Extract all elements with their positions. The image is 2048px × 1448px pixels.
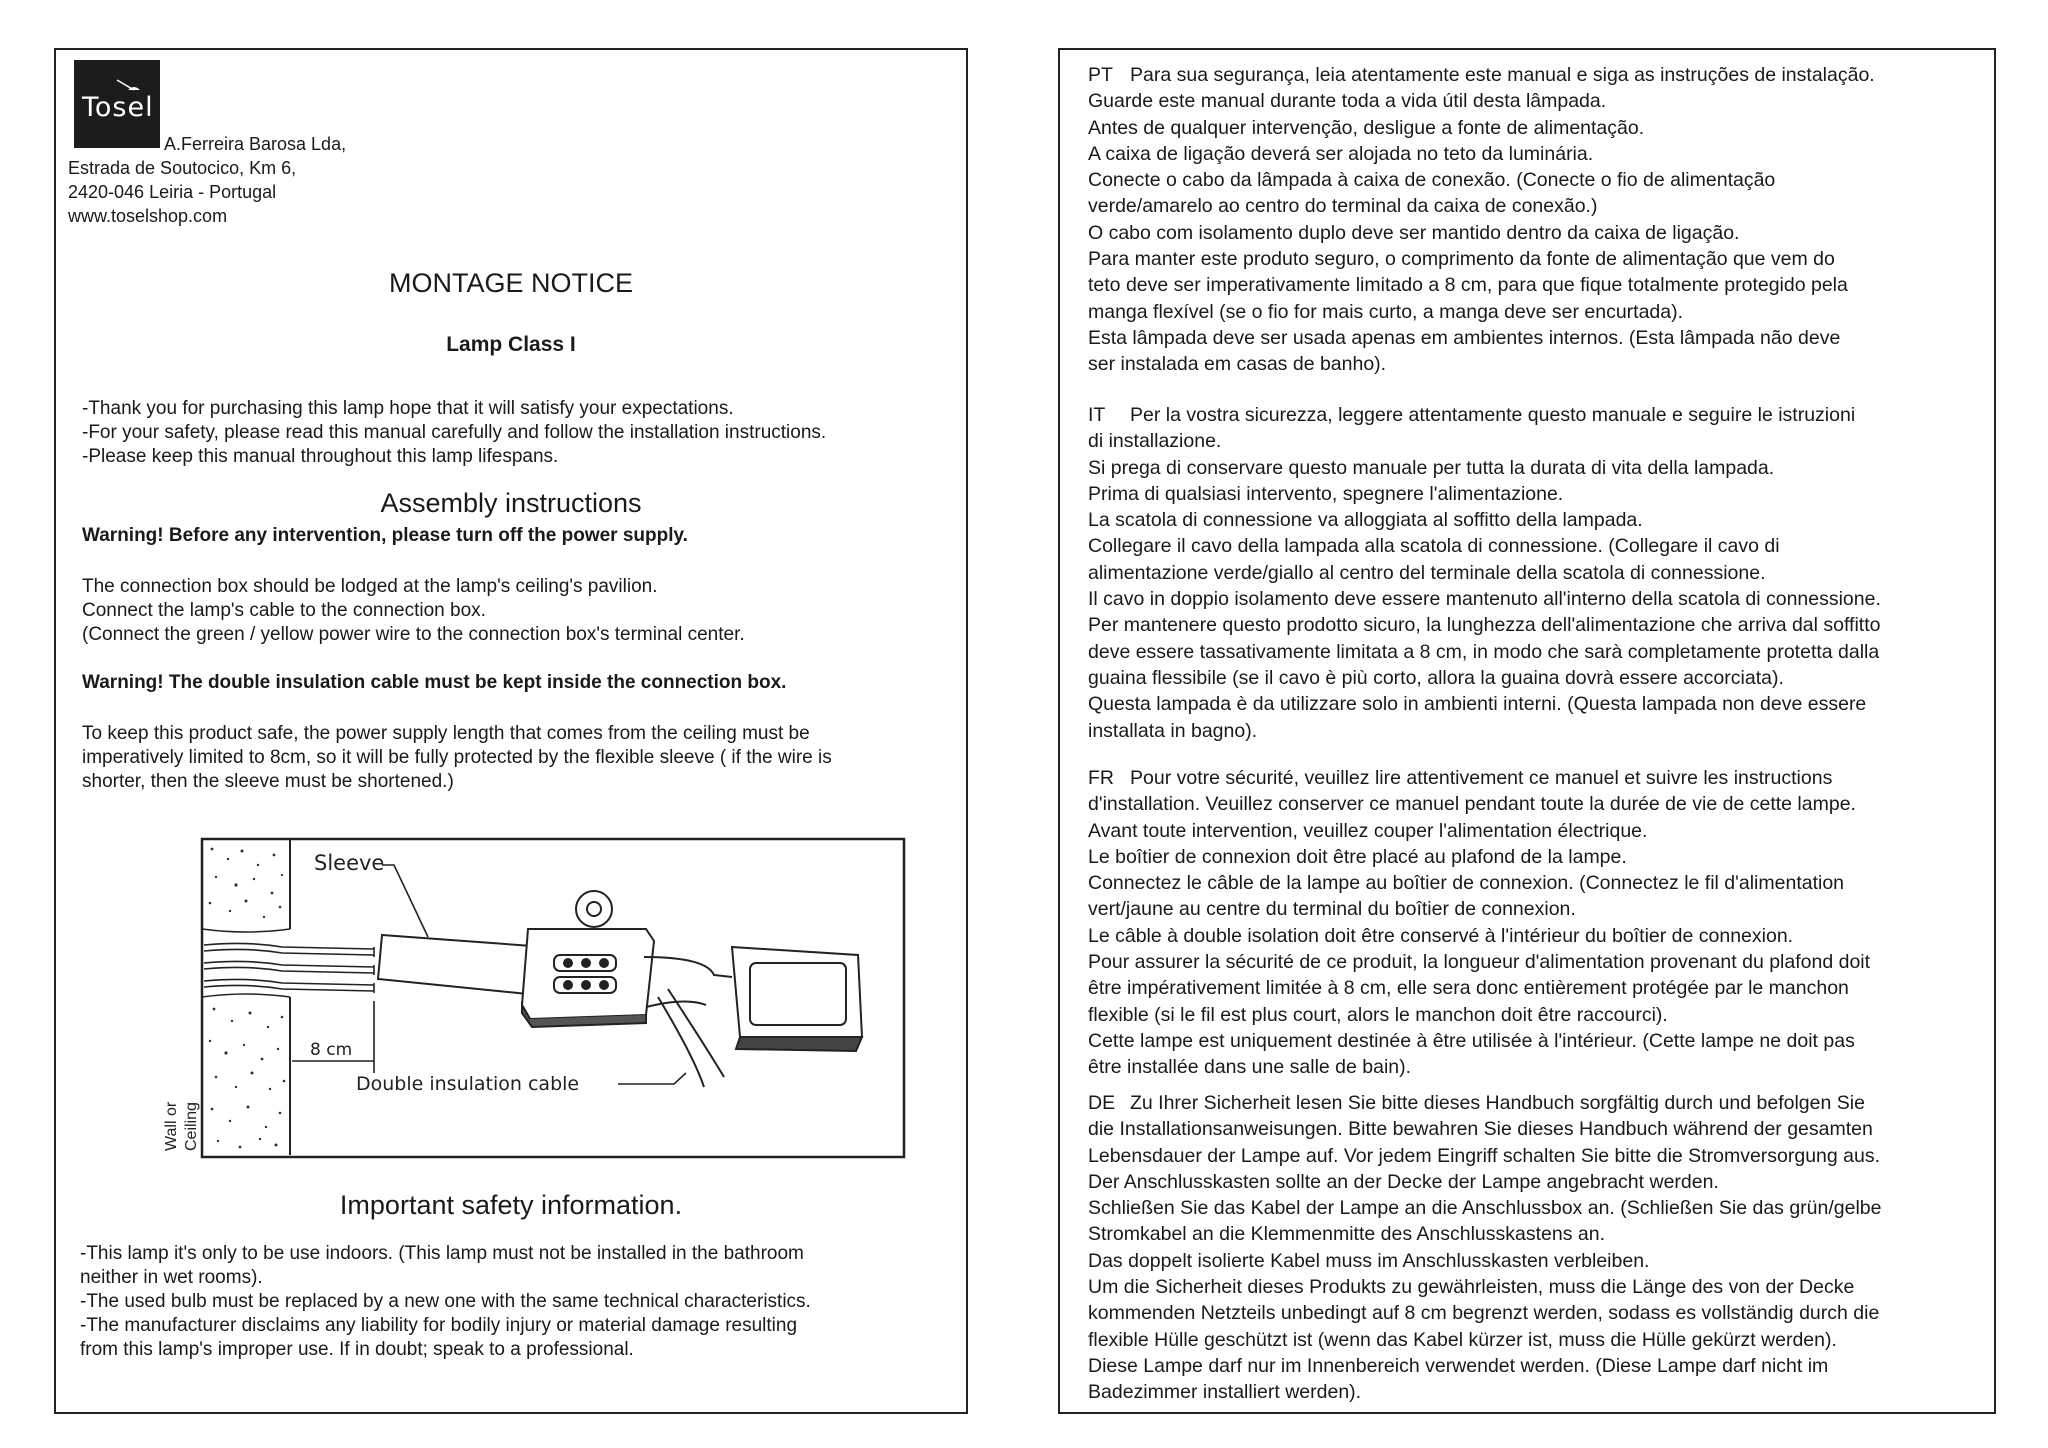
lamp-class-heading: Lamp Class I bbox=[446, 333, 576, 356]
de-line: Das doppelt isolierte Kabel muss im Anschlusskasten verbleiben. bbox=[1088, 1249, 1650, 1272]
it-line: La scatola di connessione va alloggiata al soffitto della lampada. bbox=[1088, 509, 1643, 532]
de-line: flexible Hülle geschützt ist (wenn das Kabel kürzer ist, muss die Hülle gekürzt werden). bbox=[1088, 1328, 1837, 1351]
fr-line: FR Pour votre sécurité, veuillez lire attentivement ce manuel et suivre les instructions bbox=[1088, 765, 1870, 791]
address-line: 2420-046 Leiria - Portugal bbox=[68, 182, 277, 202]
lang-block-de bbox=[1088, 1090, 1882, 1406]
de-line: die Installationsanweisungen. Bitte bewahren Sie dieses Handbuch während der gesamten bbox=[1088, 1118, 1873, 1141]
address-line: A.Ferreira Barosa Lda, bbox=[164, 134, 347, 154]
cable-warning: Warning! The double insulation cable must be kept inside the connection box. bbox=[82, 672, 787, 693]
it-line: guaina flessibile (se il cavo è più corto, allora la guaina dovrà essere accorciata). bbox=[1088, 666, 1784, 689]
fr-line: être installée dans une salle de bain). bbox=[1088, 1056, 1412, 1079]
sleeve-label: Sleeve bbox=[314, 851, 385, 875]
installation-diagram bbox=[146, 837, 906, 1159]
safety-line: -The manufacturer disclaims any liability for bodily injury or material damage resulting bbox=[80, 1315, 798, 1336]
fr-line: flexible (si le fil est plus court, alors le manchon doit être raccourci). bbox=[1088, 1003, 1668, 1026]
pt-line: ser instalada em casas de banho). bbox=[1088, 353, 1387, 376]
connection-box bbox=[522, 891, 654, 1027]
it-line: installata in bagno). bbox=[1088, 719, 1258, 742]
assembly-title: Assembly instructions bbox=[380, 488, 642, 518]
safety-line: -This lamp it's only to be use indoors. (This lamp must not be installed in the bathroom bbox=[80, 1243, 804, 1264]
power-warning: Warning! Before any intervention, please turn off the power supply. bbox=[82, 525, 688, 546]
address-line: Estrada de Soutocico, Km 6, bbox=[68, 158, 297, 178]
pt-line: manga flexível (se o fio for mais curto, a manga deve ser encurtada). bbox=[1088, 300, 1684, 323]
fr-line: Le boîtier de connexion doit être placé au plafond de la lampe. bbox=[1088, 845, 1627, 868]
lang-code-pt: PT bbox=[1088, 64, 1113, 86]
intro-line: -For your safety, please read this manual carefully and follow the installation instructions. bbox=[82, 422, 827, 443]
supply-wires bbox=[204, 943, 374, 993]
cable-label: Double insulation cable bbox=[356, 1073, 580, 1095]
assembly-line: (Connect the green / yellow power wire to the connection box's terminal center. bbox=[82, 624, 745, 645]
it-line: alimentazione verde/giallo al centro del terminale della scatola di connessione. bbox=[1088, 561, 1766, 584]
lang-code-fr: FR bbox=[1088, 767, 1114, 789]
it-line: Il cavo in doppio isolamento deve essere mantenuto all'interno della scatola di connessione. bbox=[1088, 588, 1881, 611]
notice-title: MONTAGE NOTICE bbox=[388, 268, 633, 298]
it-line: Questa lampada è da utilizzare solo in ambienti interni. (Questa lampada non deve essere bbox=[1088, 693, 1867, 716]
fr-line: vert/jaune au centre du terminal du boîtier de connexion. bbox=[1088, 898, 1576, 921]
pt-line: Esta lâmpada deve ser usada apenas em ambientes internos. (Esta lâmpada não deve bbox=[1088, 326, 1841, 349]
fr-line: Connectez le câble de la lampe au boîtier de connexion. (Connectez le fil d'alimentation bbox=[1088, 872, 1845, 895]
safety-line: from this lamp's improper use. If in doubt; speak to a professional. bbox=[80, 1339, 634, 1360]
it-line: Prima di qualsiasi intervento, spegnere l'alimentazione. bbox=[1088, 482, 1564, 505]
it-line: di installazione. bbox=[1088, 430, 1222, 453]
intro-line: -Thank you for purchasing this lamp hope that it will satisfy your expectations. bbox=[82, 398, 734, 419]
fr-line: être impérativement limitée à 8 cm, elle sera donc entièrement protégée par le manchon bbox=[1088, 977, 1849, 1000]
de-line: Der Anschlusskasten sollte an der Decke der Lampe angebracht werden. bbox=[1088, 1170, 1719, 1193]
address-website: www.toselshop.com bbox=[68, 206, 228, 226]
english-notice-panel bbox=[54, 48, 968, 1414]
pt-line: A caixa de ligação deverá ser alojada no teto da luminária. bbox=[1088, 142, 1594, 165]
lang-block-pt bbox=[1088, 62, 1875, 378]
safety-title: Important safety information. bbox=[339, 1190, 683, 1220]
pt-line: Antes de qualquer intervenção, desligue a fonte de alimentação. bbox=[1088, 116, 1645, 139]
logo-text: Tosel bbox=[82, 92, 154, 123]
company-address bbox=[68, 132, 346, 228]
de-line: Schließen Sie das Kabel der Lampe an die Anschlussbox an. (Schließen Sie das grün/gelbe bbox=[1088, 1197, 1882, 1220]
safety-body bbox=[80, 1242, 811, 1362]
pt-line: Conecte o cabo da lâmpada à caixa de conexão. (Conecte o fio de alimentação bbox=[1088, 169, 1776, 192]
lang-code-de: DE bbox=[1088, 1092, 1116, 1114]
de-line: Um die Sicherheit dieses Produkts zu gewährleisten, muss die Länge des von der Decke bbox=[1088, 1276, 1855, 1299]
keep-safe-paragraph bbox=[82, 722, 952, 794]
lang-code-it: IT bbox=[1088, 404, 1106, 426]
pt-line: Guarde este manual durante toda a vida útil desta lâmpada. bbox=[1088, 90, 1607, 113]
translations-panel bbox=[1058, 48, 1996, 1414]
sleeve-leader bbox=[382, 865, 428, 937]
pt-line: verde/amarelo ao centro do terminal da caixa de conexão.) bbox=[1088, 195, 1598, 218]
connection-box-lid bbox=[732, 947, 862, 1051]
it-line: deve essere tassativamente limitata a 8 cm, in modo che sarà completamente protetta dalla bbox=[1088, 640, 1880, 663]
assembly-line: Connect the lamp's cable to the connection box. bbox=[82, 600, 486, 621]
keep-safe-line: To keep this product safe, the power supply length that comes from the ceiling must be bbox=[82, 723, 810, 744]
safety-line: -The used bulb must be replaced by a new one with the same technical characteristics. bbox=[80, 1291, 811, 1312]
double-insulation-cable bbox=[644, 957, 732, 1087]
de-line: Stromkabel an die Klemmenmitte des Anschlusskastens an. bbox=[1088, 1223, 1606, 1246]
it-line: Collegare il cavo della lampada alla scatola di connessione. (Collegare il cavo di bbox=[1088, 535, 1780, 558]
cable-leader bbox=[618, 1073, 686, 1084]
lang-block-it bbox=[1088, 402, 1881, 744]
lang-block-fr bbox=[1088, 765, 1870, 1081]
intro-line: -Please keep this manual throughout this lamp lifespans. bbox=[82, 446, 559, 467]
it-line: Si prega di conservare questo manuale per tutta la durata di vita della lampada. bbox=[1088, 456, 1775, 479]
it-line: IT Per la vostra sicurezza, leggere attentamente questo manuale e seguire le istruzioni bbox=[1088, 402, 1881, 428]
safety-line: neither in wet rooms). bbox=[80, 1267, 263, 1288]
keep-safe-line: imperatively limited to 8cm, so it will be fully protected by the flexible sleeve ( if the wire is bbox=[82, 747, 832, 768]
distance-label: 8 cm bbox=[310, 1040, 353, 1060]
keep-safe-line: shorter, then the sleeve must be shortened.) bbox=[82, 771, 454, 792]
pt-line: Para manter este produto seguro, o comprimento da fonte de alimentação que vem do bbox=[1088, 248, 1835, 271]
flexible-sleeve bbox=[378, 935, 546, 995]
intro-paragraph bbox=[82, 397, 826, 469]
de-line: kommenden Netzteils unbedingt auf 8 cm begrenzt werden, sodass es vollständig durch die bbox=[1088, 1302, 1880, 1325]
fr-line: Avant toute intervention, veuillez couper l'alimentation électrique. bbox=[1088, 819, 1648, 842]
wall-label-line-2: Ceiling bbox=[183, 1102, 200, 1151]
de-line: Badezimmer installiert werden). bbox=[1088, 1381, 1362, 1404]
distance-dimension bbox=[292, 1001, 374, 1073]
de-line: DE Zu Ihrer Sicherheit lesen Sie bitte dieses Handbuch sorgfältig durch und befolgen Sie bbox=[1088, 1090, 1882, 1116]
pt-line: O cabo com isolamento duplo deve ser mantido dentro da caixa de ligação. bbox=[1088, 221, 1740, 244]
wall-section bbox=[202, 839, 290, 1155]
wall-label bbox=[163, 1101, 200, 1151]
assembly-body bbox=[82, 575, 745, 647]
fr-line: Cette lampe est uniquement destinée à être utilisée à l'intérieur. (Cette lampe ne doit pas bbox=[1088, 1029, 1855, 1052]
pt-line: teto deve ser imperativamente limitado a 8 cm, para que fique totalmente protegido pela bbox=[1088, 274, 1848, 297]
pt-line: PT Para sua segurança, leia atentamente este manual e siga as instruções de instalação. bbox=[1088, 62, 1875, 88]
fr-line: Pour assurer la sécurité de ce produit, la longueur d'alimentation provenant du plafond doit bbox=[1088, 951, 1871, 974]
assembly-line: The connection box should be lodged at the lamp's ceiling's pavilion. bbox=[82, 576, 658, 597]
fr-line: d'installation. Veuillez conserver ce manuel pendant toute la durée de vie de cette lampe. bbox=[1088, 793, 1856, 816]
it-line: Per mantenere questo prodotto sicuro, la lunghezza dell'alimentazione che arriva dal soffitto bbox=[1088, 614, 1881, 637]
de-line: Diese Lampe darf nur im Innenbereich verwendet werden. (Diese Lampe darf nicht im bbox=[1088, 1354, 1829, 1377]
fr-line: Le câble à double isolation doit être conservé à l'intérieur du boîtier de connexion. bbox=[1088, 924, 1794, 947]
wall-label-line-1: Wall or bbox=[163, 1101, 180, 1151]
de-line: Lebensdauer der Lampe auf. Vor jedem Eingriff schalten Sie bitte die Stromversorgung aus. bbox=[1088, 1144, 1881, 1167]
